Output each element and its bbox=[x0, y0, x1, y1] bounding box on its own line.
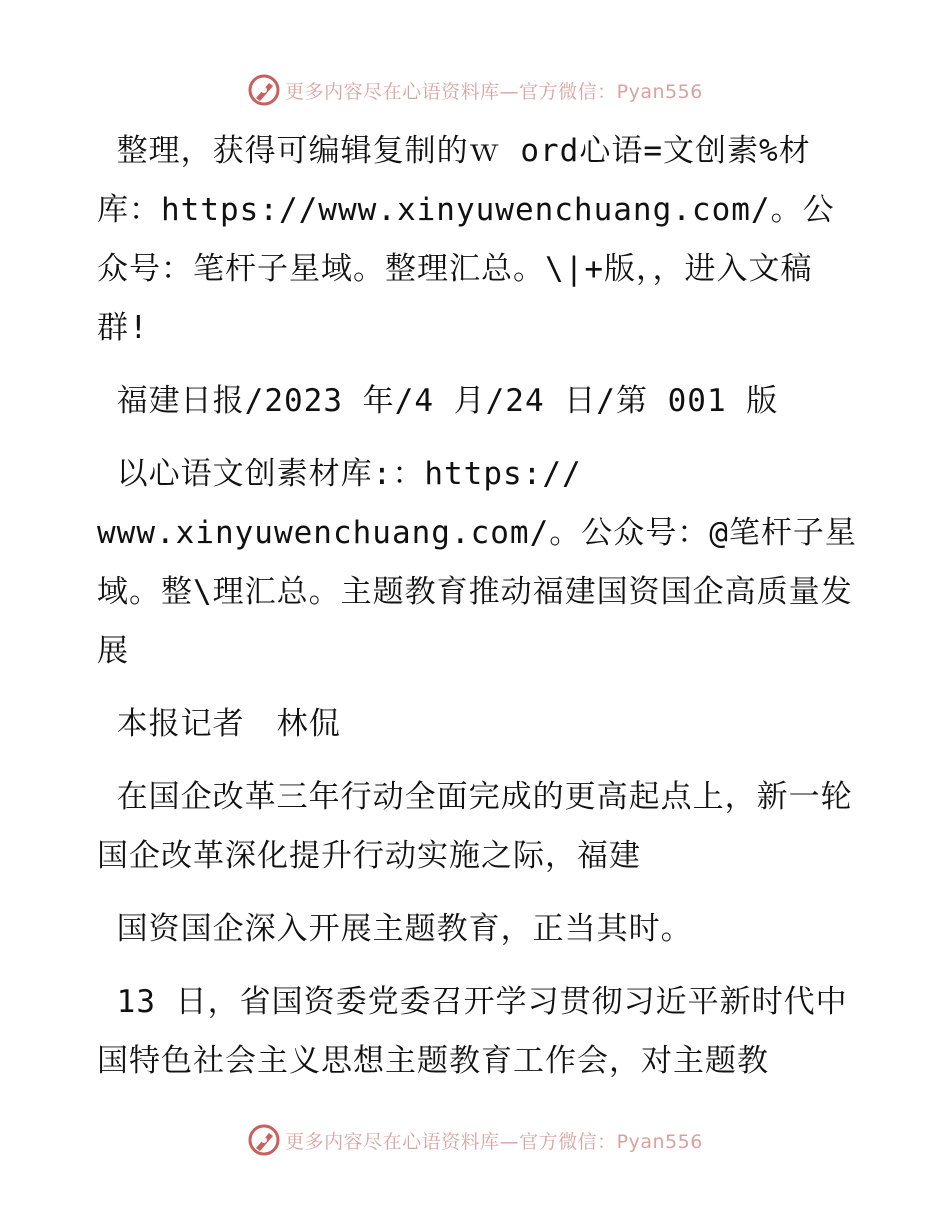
document-body bbox=[97, 122, 857, 1091]
paragraph-source-url-start: 以心语文创素材库:：https:// bbox=[97, 456, 582, 492]
watermark-text: 更多内容尽在心语资料库—官方微信：Pyan556 bbox=[285, 80, 703, 103]
paragraph-intro-note: 整理，获得可编辑复制的ｗ ord心语=文创素%材库：https://www.xinyuwenchuang.com/。公众号：笔杆子星域。整理汇总。\|+版，，进入文稿群! bbox=[97, 133, 835, 346]
pen-circle-logo-icon bbox=[247, 73, 281, 107]
paragraph-body-1: 在国企改革三年行动全面完成的更高起点上，新一轮国企改革深化提升行动实施之际，福建 bbox=[97, 779, 853, 874]
paragraph-byline: 本报记者 林侃 bbox=[97, 706, 341, 742]
footer-watermark-banner bbox=[0, 1120, 950, 1160]
pen-circle-logo-icon bbox=[247, 1123, 281, 1157]
header-watermark-banner bbox=[0, 70, 950, 110]
paragraph-source-line: 福建日报/2023 年/4 月/24 日/第 001 版 bbox=[97, 383, 779, 419]
paragraph-body-3: 13 日，省国资委党委召开学习贯彻习近平新时代中国特色社会主义思想主题教育工作会，对主题教 bbox=[97, 984, 848, 1079]
paragraph-body-2: 国资国企深入开展主题教育，正当其时。 bbox=[97, 911, 693, 947]
watermark-text: 更多内容尽在心语资料库—官方微信：Pyan556 bbox=[285, 1130, 703, 1153]
paragraph-article-title: www.xinyuwenchuang.com/。公众号：@笔杆子星域。整\理汇总。主题教育推动福建国资国企高质量发展 bbox=[97, 515, 857, 669]
